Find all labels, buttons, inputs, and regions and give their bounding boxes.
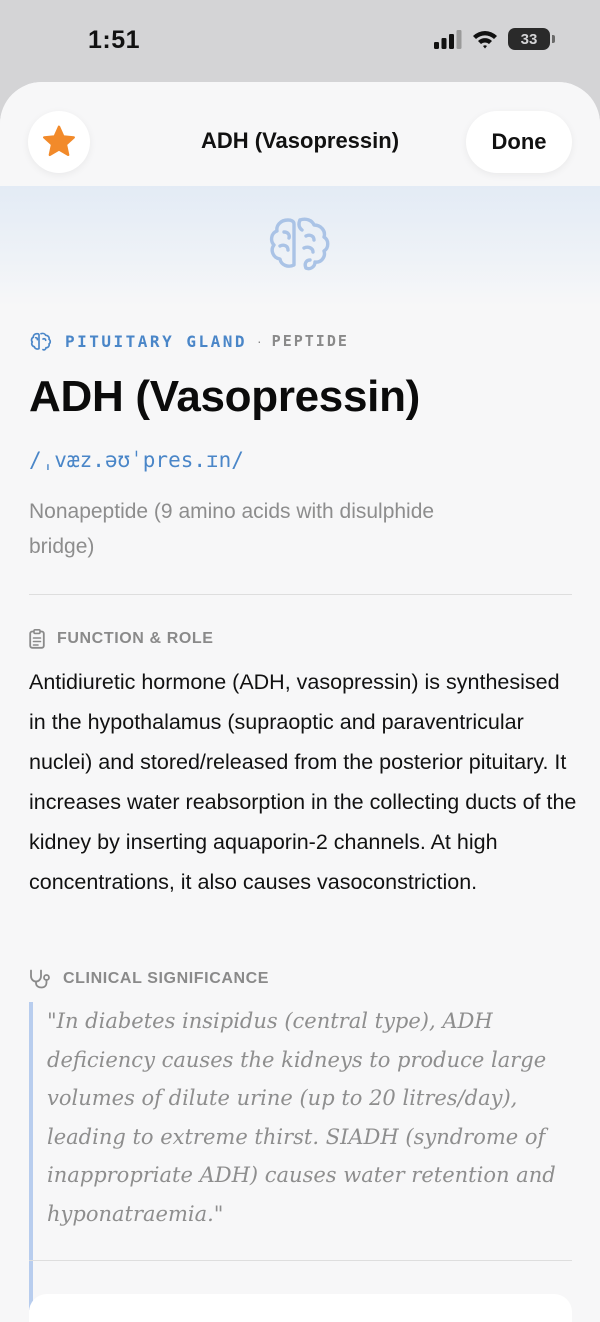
divider [29,594,572,595]
type-label: PEPTIDE [271,332,349,350]
detail-sheet [0,82,600,1322]
function-text: Antidiuretic hormone (ADH, vasopressin) is synthesised in the hypothalamus (supraoptic and paraventricular nuclei) and stored/released from the posterior pituitary. It increases water reabsorption in the collecting ducts of the kidney by inserting aquaporin-2 channels. At high concentrations, it also causes vasoconstriction. [29,670,577,894]
battery-level: 33 [520,30,538,48]
sheet-title: ADH (Vasopressin) [200,128,400,153]
clinical-section-header [29,969,269,989]
pronunciation: /ˌvæz.əʊˈpres.ɪn/ [29,448,244,472]
sheet-header [0,82,600,186]
stethoscope-icon [29,969,51,989]
divider-bottom [29,1260,572,1261]
next-card [29,1294,572,1322]
status-bar [0,0,600,82]
clipboard-icon [29,629,45,649]
category-row [29,331,349,351]
function-section-header [29,629,214,649]
wifi-icon [472,29,498,49]
brain-icon [266,212,334,272]
cellular-signal-icon [434,29,462,49]
hero-banner [0,186,600,306]
category-label: PITUITARY GLAND [65,331,247,351]
entry-subtitle: Nonapeptide (9 amino acids with disulphide bridge) [29,500,435,558]
category-separator: · [257,333,262,349]
status-time: 1:51 [88,26,141,54]
brain-icon-small [29,331,53,351]
done-button[interactable]: Done [466,111,572,173]
battery-icon [508,28,550,50]
status-icons [434,28,550,50]
entry-title: ADH (Vasopressin) [29,372,421,421]
function-label: FUNCTION & ROLE [57,630,214,647]
clinical-quote: "In diabetes insipidus (central type), ADH deficiency causes the kidneys to produce large volumes of dilute urine (up to 20 litres/day), leading to extreme thirst. SIADH (syndrome of inappropriate ADH) causes water retention and hyponatraemia." [29,1002,572,1310]
clinical-label: CLINICAL SIGNIFICANCE [63,970,270,987]
